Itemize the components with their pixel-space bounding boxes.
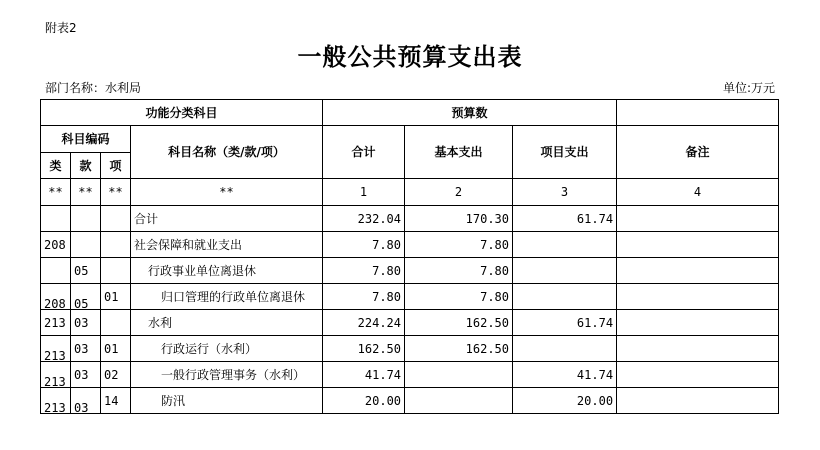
cell-section: 03 bbox=[71, 336, 101, 362]
cell-total: 7.80 bbox=[323, 284, 405, 310]
cell-basic-expense: 170.30 bbox=[405, 206, 513, 232]
department-name: 部门名称：水利局 bbox=[45, 81, 142, 95]
table-row bbox=[41, 232, 779, 258]
index-row bbox=[41, 179, 779, 206]
index-cell: ** bbox=[71, 179, 101, 206]
header-total: 合计 bbox=[323, 126, 405, 179]
header-budget: 预算数 bbox=[323, 100, 617, 126]
unit-label: 单位:万元 bbox=[722, 81, 775, 95]
cell-total: 224.24 bbox=[323, 310, 405, 336]
cell-basic-expense: 7.80 bbox=[405, 284, 513, 310]
table-row bbox=[41, 284, 779, 310]
table-row bbox=[41, 258, 779, 284]
budget-table bbox=[40, 99, 779, 414]
cell-section: 05 bbox=[71, 284, 101, 310]
index-cell: 4 bbox=[617, 179, 779, 206]
cell-item: 01 bbox=[101, 284, 131, 310]
cell-project-expense: 61.74 bbox=[513, 310, 617, 336]
table-row bbox=[41, 362, 779, 388]
cell-basic-expense bbox=[405, 362, 513, 388]
cell-subject-name: 行政运行（水利） bbox=[131, 336, 323, 362]
cell-subject-name: 合计 bbox=[131, 206, 323, 232]
table-row bbox=[41, 310, 779, 336]
cell-subject-name: 防汛 bbox=[131, 388, 323, 414]
cell-item bbox=[101, 258, 131, 284]
cell-total: 232.04 bbox=[323, 206, 405, 232]
header-subject-name: 科目名称（类/款/项） bbox=[131, 126, 323, 179]
cell-category: 213 bbox=[41, 362, 71, 388]
index-cell: ** bbox=[131, 179, 323, 206]
cell-remarks bbox=[617, 206, 779, 232]
cell-project-expense bbox=[513, 284, 617, 310]
cell-total: 41.74 bbox=[323, 362, 405, 388]
cell-project-expense bbox=[513, 258, 617, 284]
cell-subject-name: 水利 bbox=[131, 310, 323, 336]
header-section: 款 bbox=[71, 153, 101, 179]
cell-category: 208 bbox=[41, 232, 71, 258]
header-remarks: 备注 bbox=[617, 126, 779, 179]
cell-basic-expense: 162.50 bbox=[405, 310, 513, 336]
cell-remarks bbox=[617, 362, 779, 388]
cell-item bbox=[101, 232, 131, 258]
cell-section: 05 bbox=[71, 258, 101, 284]
cell-basic-expense: 7.80 bbox=[405, 232, 513, 258]
index-cell: ** bbox=[101, 179, 131, 206]
cell-total: 162.50 bbox=[323, 336, 405, 362]
cell-remarks bbox=[617, 284, 779, 310]
header-basic-expense: 基本支出 bbox=[405, 126, 513, 179]
cell-total: 7.80 bbox=[323, 258, 405, 284]
header-row bbox=[41, 100, 779, 126]
cell-remarks bbox=[617, 232, 779, 258]
cell-category: 208 bbox=[41, 284, 71, 310]
cell-project-expense bbox=[513, 336, 617, 362]
table-row bbox=[41, 388, 779, 414]
cell-project-expense: 20.00 bbox=[513, 388, 617, 414]
cell-section: 03 bbox=[71, 362, 101, 388]
table-row bbox=[41, 206, 779, 232]
cell-section bbox=[71, 206, 101, 232]
cell-item: 02 bbox=[101, 362, 131, 388]
table-row bbox=[41, 336, 779, 362]
index-cell: ** bbox=[41, 179, 71, 206]
cell-item bbox=[101, 206, 131, 232]
header-functional-classification: 功能分类科目 bbox=[41, 100, 323, 126]
cell-section: 03 bbox=[71, 388, 101, 414]
header-category: 类 bbox=[41, 153, 71, 179]
cell-remarks bbox=[617, 336, 779, 362]
cell-basic-expense: 162.50 bbox=[405, 336, 513, 362]
cell-total: 20.00 bbox=[323, 388, 405, 414]
cell-project-expense: 41.74 bbox=[513, 362, 617, 388]
cell-category: 213 bbox=[41, 336, 71, 362]
cell-category: 213 bbox=[41, 388, 71, 414]
index-cell: 3 bbox=[513, 179, 617, 206]
cell-project-expense: 61.74 bbox=[513, 206, 617, 232]
cell-basic-expense bbox=[405, 388, 513, 414]
header-row bbox=[41, 126, 779, 153]
index-cell: 1 bbox=[323, 179, 405, 206]
header-item: 项 bbox=[101, 153, 131, 179]
cell-subject-name: 社会保障和就业支出 bbox=[131, 232, 323, 258]
header-blank-cell bbox=[617, 100, 779, 126]
cell-section: 03 bbox=[71, 310, 101, 336]
cell-item bbox=[101, 310, 131, 336]
cell-basic-expense: 7.80 bbox=[405, 258, 513, 284]
index-cell: 2 bbox=[405, 179, 513, 206]
page-title: 一般公共预算支出表 bbox=[297, 42, 523, 71]
cell-item: 14 bbox=[101, 388, 131, 414]
cell-remarks bbox=[617, 310, 779, 336]
cell-category: 213 bbox=[41, 310, 71, 336]
header-project-expense: 项目支出 bbox=[513, 126, 617, 179]
cell-subject-name: 行政事业单位离退休 bbox=[131, 258, 323, 284]
cell-section bbox=[71, 232, 101, 258]
attachment-label: 附表2 bbox=[45, 21, 77, 35]
cell-subject-name: 一般行政管理事务（水利） bbox=[131, 362, 323, 388]
cell-remarks bbox=[617, 258, 779, 284]
cell-item: 01 bbox=[101, 336, 131, 362]
cell-subject-name: 归口管理的行政单位离退休 bbox=[131, 284, 323, 310]
header-subject-code: 科目编码 bbox=[41, 126, 131, 153]
cell-remarks bbox=[617, 388, 779, 414]
cell-total: 7.80 bbox=[323, 232, 405, 258]
cell-category bbox=[41, 206, 71, 232]
cell-category bbox=[41, 258, 71, 284]
cell-project-expense bbox=[513, 232, 617, 258]
